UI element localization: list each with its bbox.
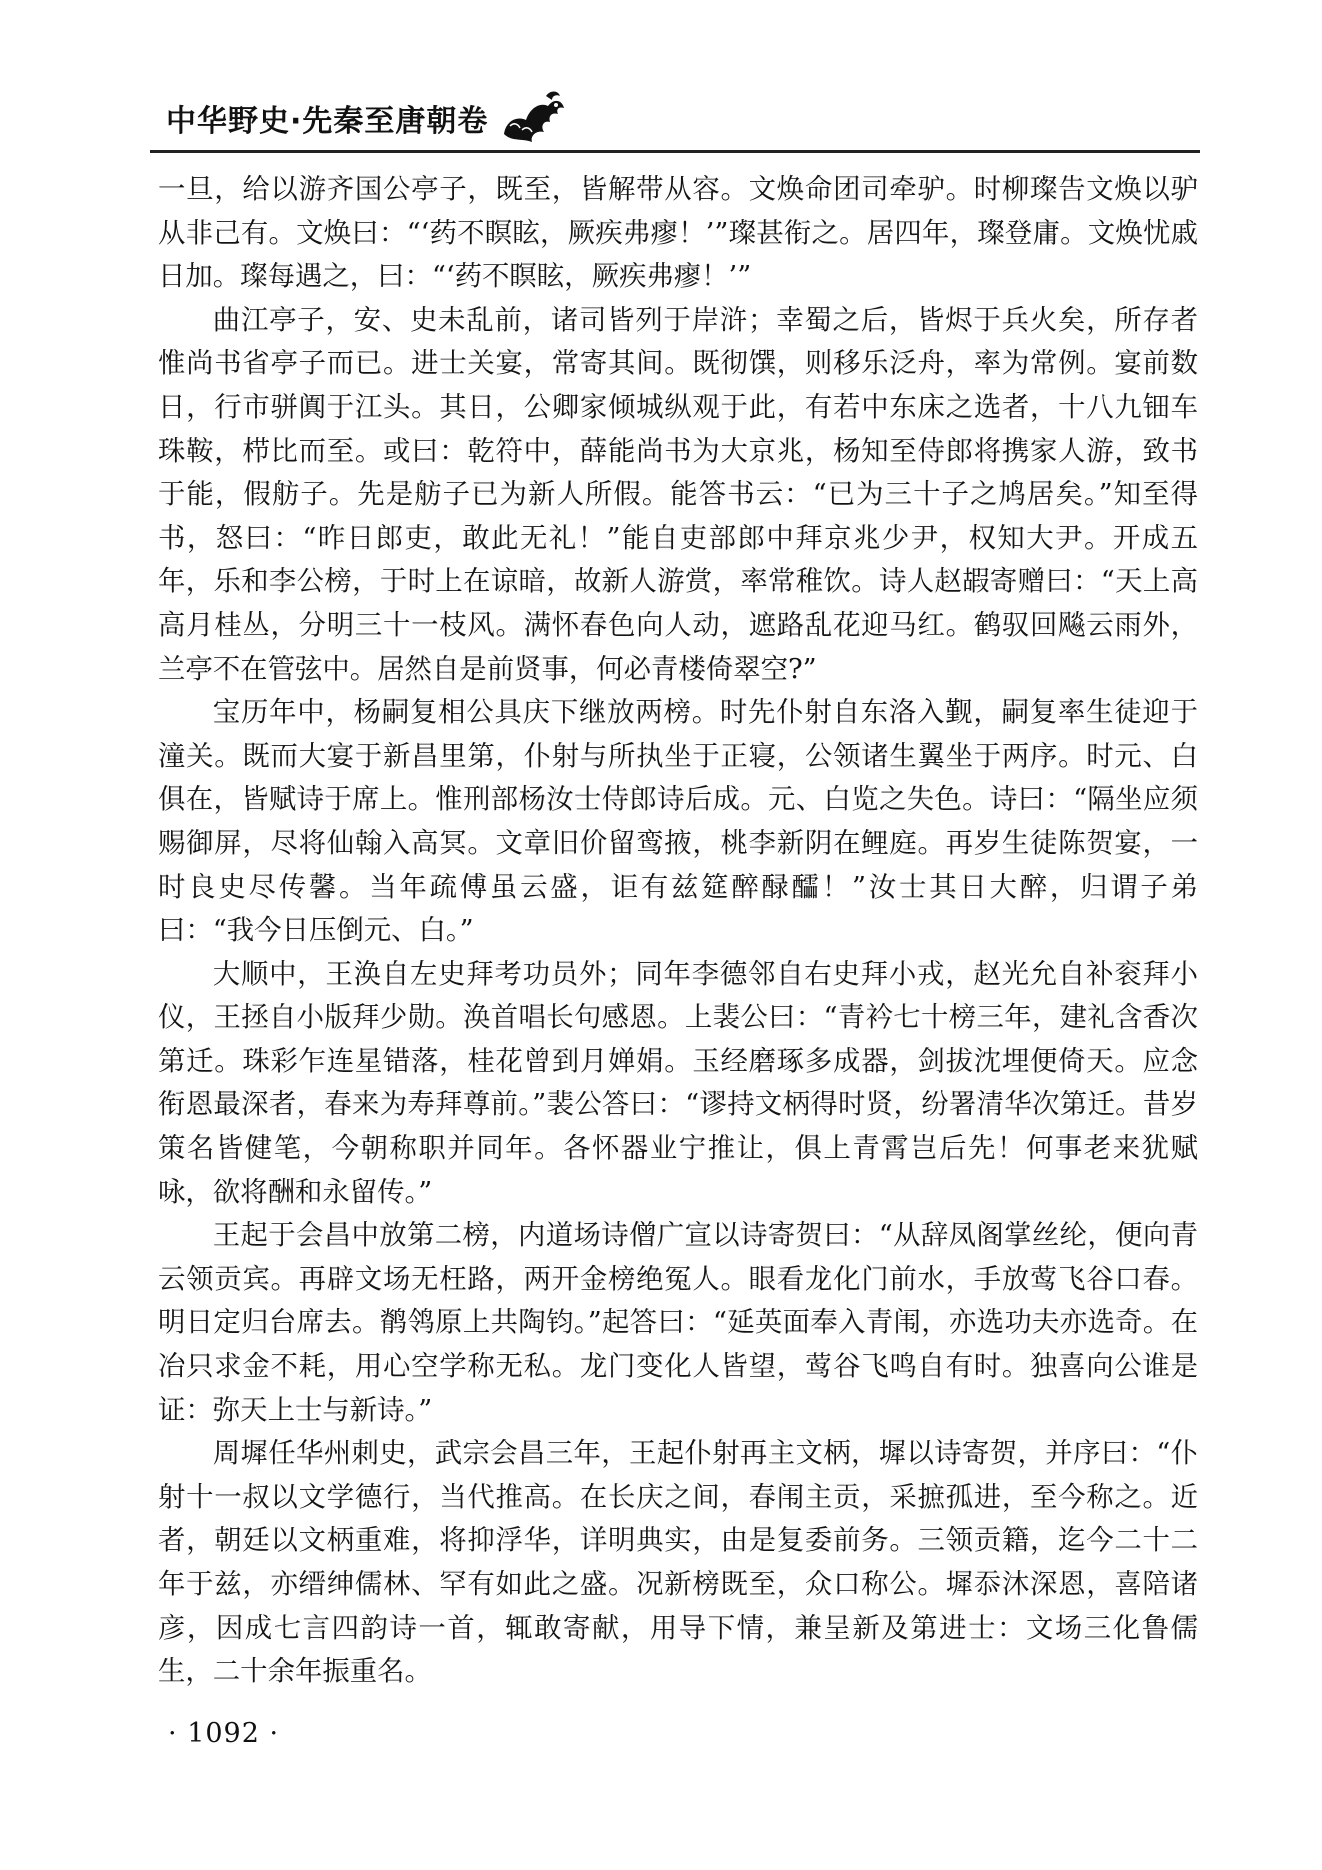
paragraph: 曲江亭子，安、史未乱前，诸司皆列于岸浒；幸蜀之后，皆烬于兵火矣，所存者惟尚书省亭子而已。进士关宴，常寄其间。既彻馔，则移乐泛舟，率为常例。宴前数日，行市骈阗于江头。其日，公卿家倾城纵观于此，有若中东床之选者，十八九钿车珠鞍，栉比而至。或曰：乾符中，薛能尚书为大京兆，杨知至侍郎将携家人游，致书于能，假舫子。先是舫子已为新人所假。能答书云：“已为三十子之鸠居矣。”知至得书，怒曰：“昨日郎吏，敢此无礼！”能自吏部郎中拜京兆少尹，权知大尹。开成五年，乐和李公榜，于时上在谅暗，故新人游赏，率常稚饮。诗人赵嘏寄赠曰：“天上高高月桂丛，分明三十一枝风。满怀春色向人动，遮路乱花迎马红。鹤驭回飚云雨外，兰亭不在管弦中。居然自是前贤事，何必青楼倚翠空?” [158,304,1198,685]
dragon-emblem-icon [496,86,570,146]
page-number: · 1092 · [168,1718,280,1749]
running-header [150,86,1200,156]
paragraph: 大顺中，王涣自左史拜考功员外；同年李德邻自右史拜小戎，赵光允自补衮拜小仪，王拯自小版拜少勋。涣首唱长句感恩。上裴公曰：“青衿七十榜三年，建礼含香次第迁。珠彩乍连星错落，桂花曾到月婵娟。玉经磨琢多成器，剑拔沈埋便倚天。应念衔恩最深者，春来为寿拜尊前。”裴公答曰：“谬持文柄得时贤，纷署清华次第迁。昔岁策名皆健笔，今朝称职并同年。各怀器业宁推让，俱上青霄岂后先！何事老来犹赋咏，欲将酬和永留传。” [158,958,1198,1208]
paragraph: 宝历年中，杨嗣复相公具庆下继放两榜。时先仆射自东洛入觐，嗣复率生徒迎于潼关。既而大宴于新昌里第，仆射与所执坐于正寝，公领诸生翼坐于两序。时元、白俱在，皆赋诗于席上。惟刑部杨汝士侍郎诗后成。元、白览之失色。诗曰：“隔坐应须赐御屏，尽将仙翰入高冥。文章旧价留鸾掖，桃李新阴在鲤庭。再岁生徒陈贺宴，一时良史尽传馨。当年疏傅虽云盛，讵有兹筵醉醁醽！”汝士其日大醉，归谓子弟曰：“我今日压倒元、白。” [158,697,1198,947]
page-number-value: 1092 [187,1718,260,1749]
paragraph: 一旦，给以游齐国公亭子，既至，皆解带从容。文焕命团司牵驴。时柳璨告文焕以驴从非己有。文焕曰：“‘药不瞑眩，厥疾弗瘳！’”璨甚衔之。居四年，璨登庸。文焕忧戚日加。璨每遇之，曰：“‘药不瞑眩，厥疾弗瘳！’” [158,174,1198,293]
paragraph: 周墀任华州刺史，武宗会昌三年，王起仆射再主文柄，墀以诗寄贺，并序曰：“仆射十一叔以文学德行，当代推高。在长庆之间，春闱主贡，采摭孤进，至今称之。近者，朝廷以文柄重难，将抑浮华，详明典实，由是复委前务。三领贡籍，迄今二十二年于兹，亦缙绅儒林、罕有如此之盛。况新榜既至，众口称公。墀忝沐深恩，喜陪诸彦，因成七言四韵诗一首，辄敢寄献，用导下情，兼呈新及第进士：文场三化鲁儒生，二十余年振重名。 [158,1438,1198,1688]
header-rule [150,150,1200,153]
book-title: 中华野史·先秦至唐朝卷 [166,104,489,139]
page-body [158,168,1198,1694]
paragraph: 王起于会昌中放第二榜，内道场诗僧广宣以诗寄贺曰：“从辞凤阁掌丝纶，便向青云领贡宾。再辟文场无枉路，两开金榜绝冤人。眼看龙化门前水，手放莺飞谷口春。明日定归台席去。鹡鸰原上共陶钧。”起答曰：“延英面奉入青闱，亦选功夫亦选奇。在冶只求金不耗，用心空学称无私。龙门变化人皆望，莺谷飞鸣自有时。独喜向公谁是证：弥天上士与新诗。” [158,1220,1198,1426]
